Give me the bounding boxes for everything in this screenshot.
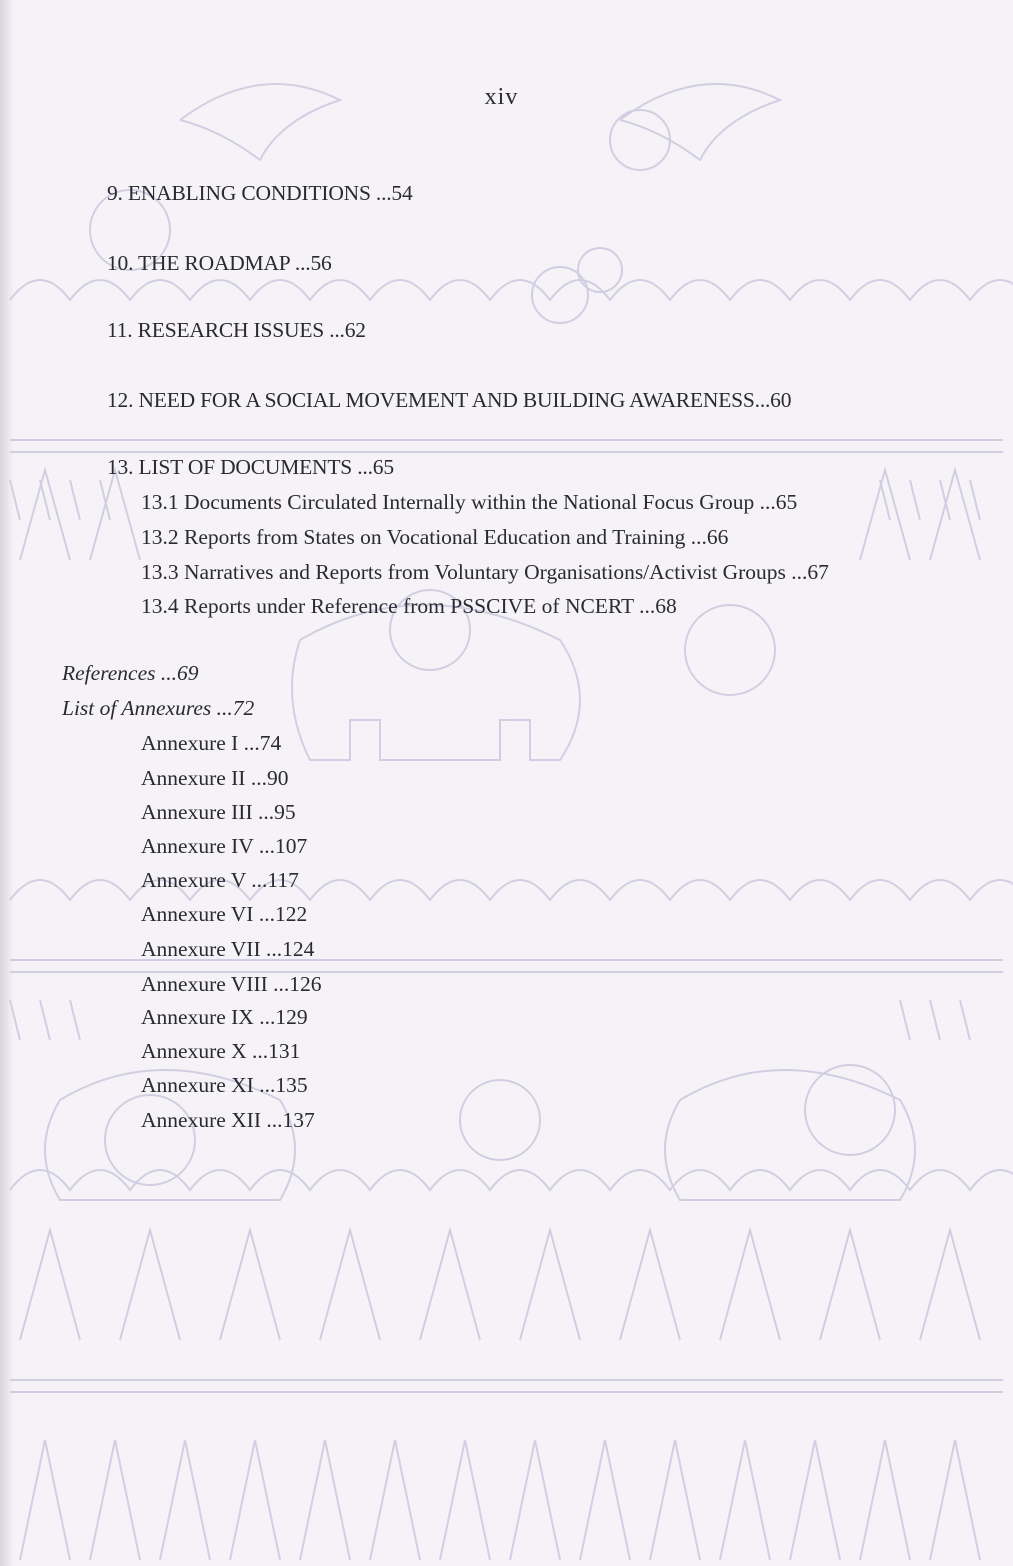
- toc-annexure-entry[interactable]: Annexure XII ...137: [141, 1108, 315, 1132]
- toc-entry-references[interactable]: References ...69: [62, 661, 199, 685]
- toc-subentry-13-3[interactable]: 13.3 Narratives and Reports from Voluntary Organisations/Activist Groups ...67: [141, 560, 829, 584]
- toc-annexure-entry[interactable]: Annexure II ...90: [141, 766, 289, 790]
- toc-entry-research-issues[interactable]: 11. RESEARCH ISSUES ...62: [107, 318, 366, 342]
- toc-entry-list-of-documents[interactable]: 13. LIST OF DOCUMENTS ...65: [107, 455, 394, 479]
- page-number: xiv: [484, 84, 519, 110]
- toc-annexure-entry[interactable]: Annexure III ...95: [141, 800, 296, 824]
- toc-entry-enabling-conditions[interactable]: 9. ENABLING CONDITIONS ...54: [107, 181, 413, 205]
- toc-annexure-entry[interactable]: Annexure VI ...122: [141, 902, 308, 926]
- toc-entry-roadmap[interactable]: 10. THE ROADMAP ...56: [107, 251, 332, 275]
- toc-annexure-entry[interactable]: Annexure VII ...124: [141, 937, 315, 961]
- toc-entry-list-of-annexures[interactable]: List of Annexures ...72: [62, 696, 255, 720]
- toc-annexure-entry[interactable]: Annexure V ...117: [141, 868, 299, 892]
- toc-subentry-13-2[interactable]: 13.2 Reports from States on Vocational Education and Training ...66: [141, 525, 729, 549]
- toc-subentry-13-1[interactable]: 13.1 Documents Circulated Internally within the National Focus Group ...65: [141, 490, 798, 514]
- toc-annexure-entry[interactable]: Annexure IX ...129: [141, 1005, 308, 1029]
- toc-annexure-entry[interactable]: Annexure I ...74: [141, 731, 282, 755]
- toc-annexure-entry[interactable]: Annexure X ...131: [141, 1039, 301, 1063]
- toc-annexure-entry[interactable]: Annexure IV ...107: [141, 834, 308, 858]
- toc-annexure-entry[interactable]: Annexure XI ...135: [141, 1073, 308, 1097]
- toc-entry-social-movement[interactable]: 12. NEED FOR A SOCIAL MOVEMENT AND BUILDING AWARENESS...60: [107, 388, 792, 412]
- toc-annexure-entry[interactable]: Annexure VIII ...126: [141, 972, 322, 996]
- toc-subentry-13-4[interactable]: 13.4 Reports under Reference from PSSCIVE of NCERT ...68: [141, 594, 677, 618]
